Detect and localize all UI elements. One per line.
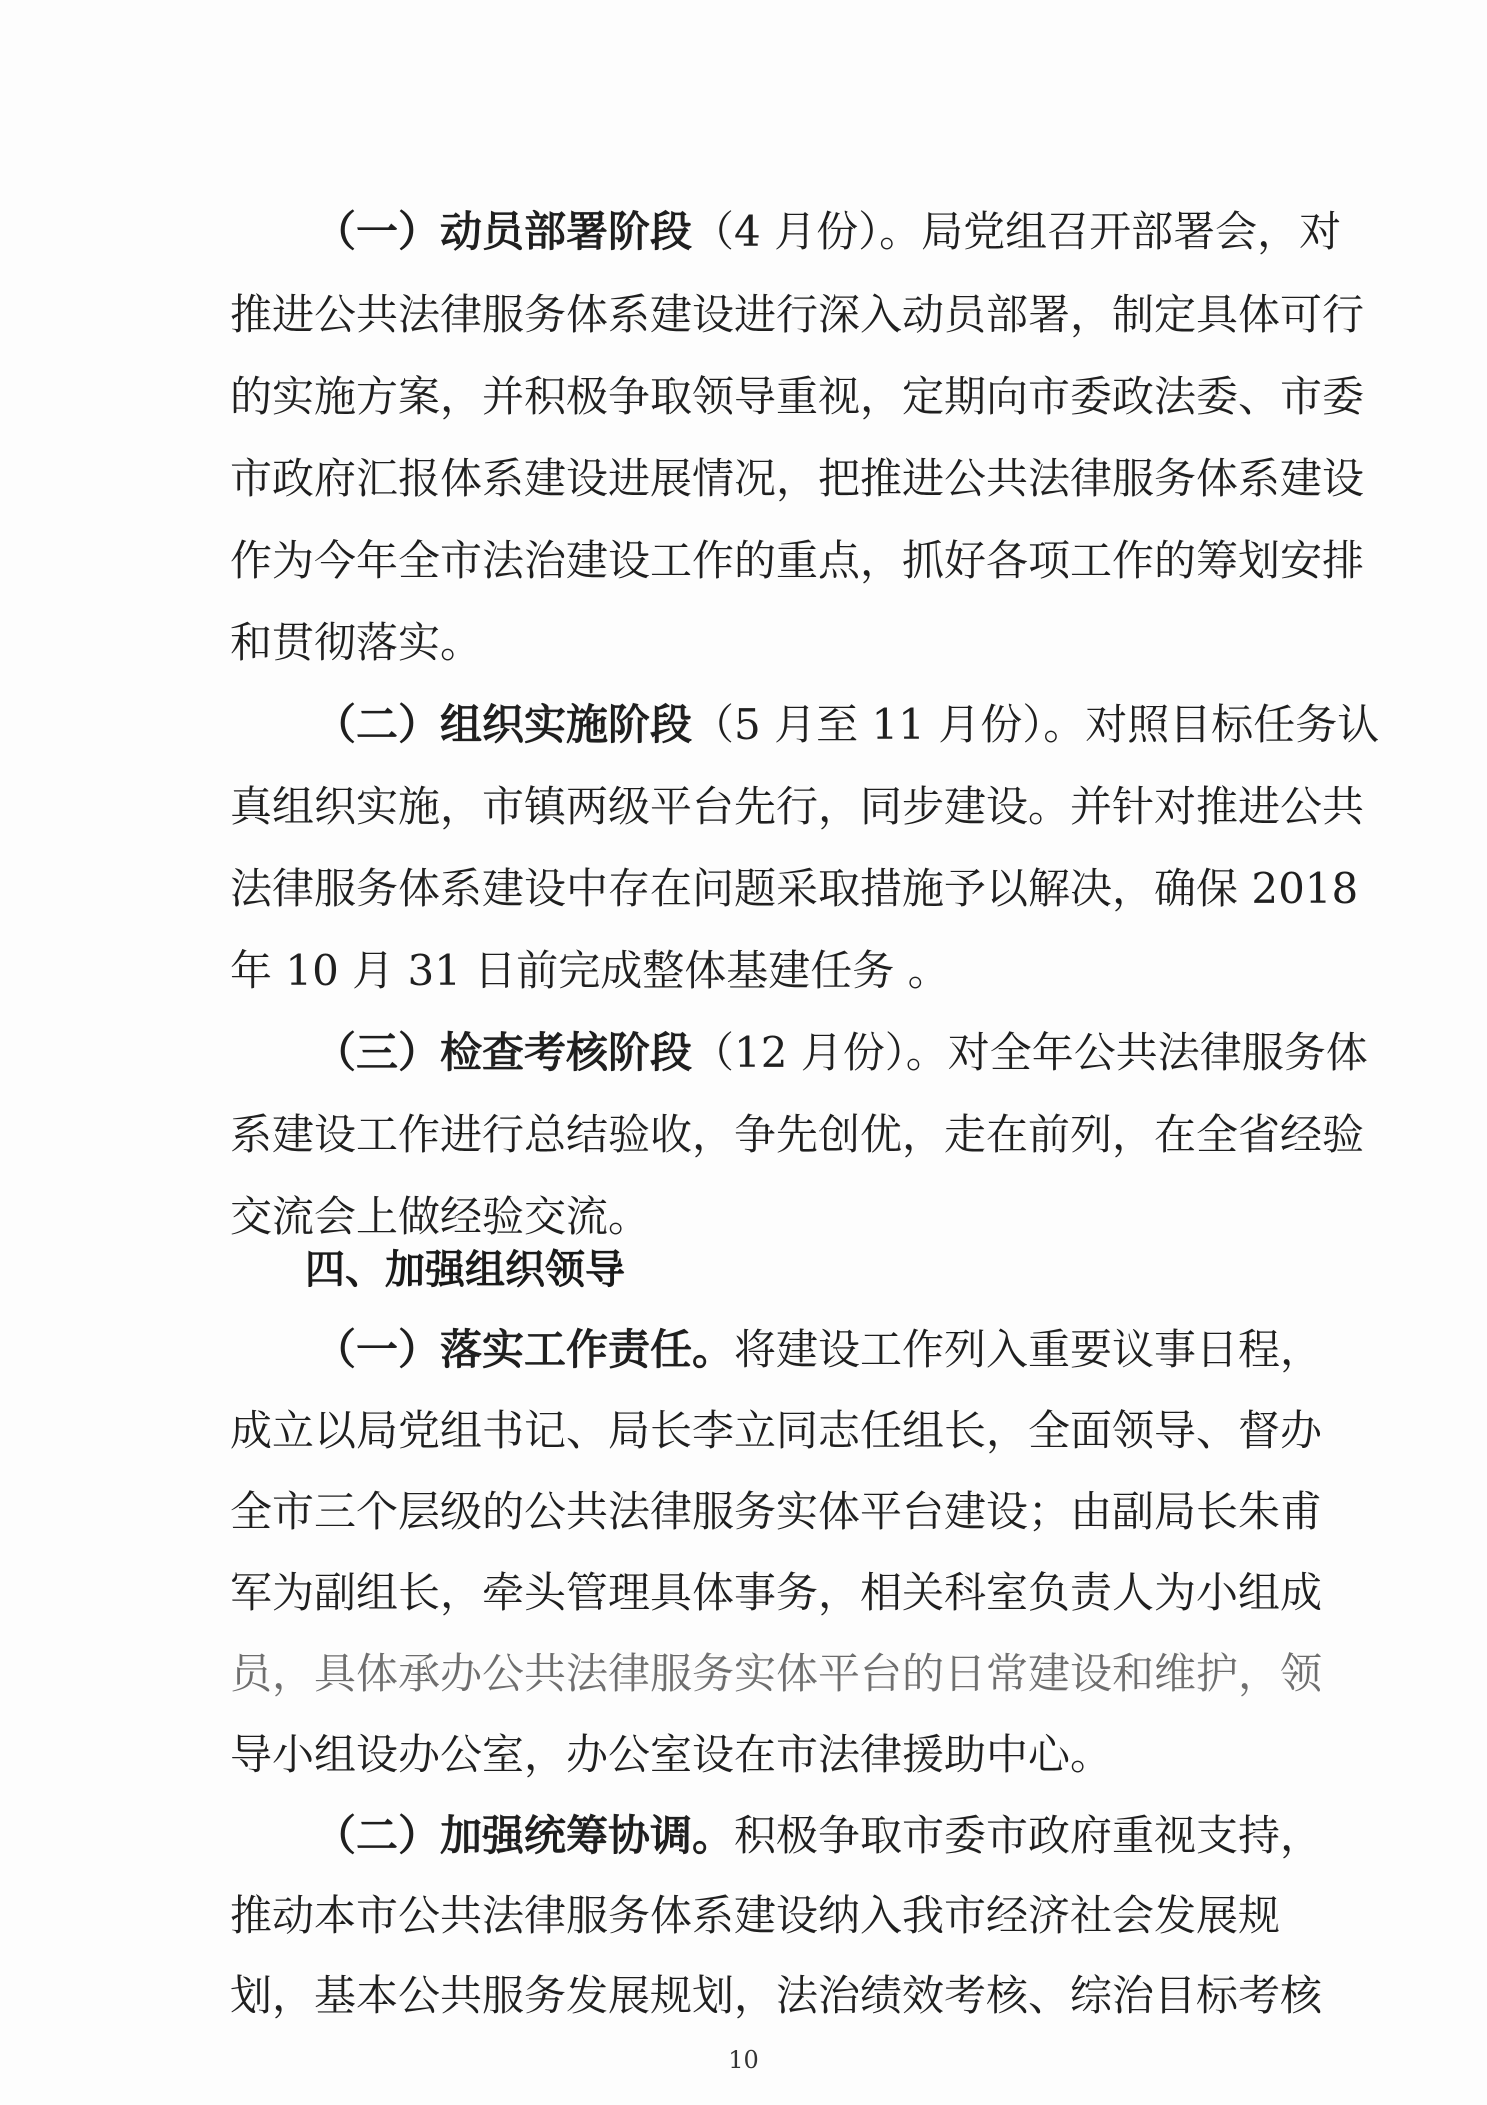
paragraph-title: （一）落实工作责任。 (314, 1325, 735, 1374)
paragraph-line: 真组织实施，市镇两级平台先行，同步建设。并针对推进公共 (230, 782, 1365, 831)
paragraph-line (314, 1023, 1368, 1083)
paragraph-line: 成立以局党组书记、局长李立同志任组长，全面领导、督办 (230, 1406, 1323, 1455)
paragraph-title: （三）检查考核阶段 (314, 1028, 693, 1077)
paragraph-line: 作为今年全市法治建设工作的重点，抓好各项工作的筹划安排 (230, 536, 1365, 585)
paragraph-line: 的实施方案，并积极争取领导重视，定期向市委政法委、市委 (230, 372, 1365, 421)
paragraph-line: 推动本市公共法律服务体系建设纳入我市经济社会发展规 (230, 1891, 1281, 1940)
paragraph-line: 划，基本公共服务发展规划，法治绩效考核、综治目标考核 (230, 1971, 1323, 2020)
paragraph-line: 系建设工作进行总结验收，争先创优，走在前列，在全省经验 (230, 1110, 1365, 1159)
paragraph-text: （4 月份）。局党组召开部署会，对 (692, 207, 1342, 256)
paragraph-line: 年 10 月 31 日前完成整体基建任务 。 (230, 946, 950, 995)
paragraph-title: （一）动员部署阶段 (314, 207, 693, 256)
paragraph-text: 将建设工作列入重要议事日程， (734, 1325, 1323, 1374)
paragraph-line: 军为副组长，牵头管理具体事务，相关科室负责人为小组成 (230, 1568, 1323, 1617)
paragraph-line (314, 202, 1342, 262)
paragraph-text: 积极争取市委市政府重视支持， (734, 1811, 1323, 1860)
paragraph-line (314, 1806, 1323, 1866)
paragraph-line: 法律服务体系建设中存在问题采取措施予以解决，确保 2018 (230, 864, 1359, 913)
paragraph-line: 全市三个层级的公共法律服务实体平台建设；由副局长朱甫 (230, 1487, 1323, 1536)
paragraph-line: 和贯彻落实。 (230, 618, 483, 667)
section-heading: 四、加强组织领导 (305, 1247, 625, 1293)
paragraph-line: 导小组设办公室，办公室设在市法律援助中心。 (230, 1730, 1113, 1779)
paragraph-line (314, 695, 1380, 755)
paragraph-text: （5 月至 11 月份）。对照目标任务认 (692, 700, 1380, 749)
paragraph-line: 交流会上做经验交流。 (230, 1192, 651, 1241)
paragraph-line: 推进公共法律服务体系建设进行深入动员部署，制定具体可行 (230, 290, 1365, 339)
page-number: 10 (728, 2046, 759, 2074)
paragraph-line: 市政府汇报体系建设进展情况，把推进公共法律服务体系建设 (230, 454, 1365, 503)
paragraph-title: （二）组织实施阶段 (314, 700, 693, 749)
paragraph-line: 员，具体承办公共法律服务实体平台的日常建设和维护，领 (230, 1649, 1323, 1698)
paragraph-title: （二）加强统筹协调。 (314, 1811, 735, 1860)
paragraph-line (314, 1320, 1323, 1380)
paragraph-text: （12 月份）。对全年公共法律服务体 (692, 1028, 1368, 1077)
